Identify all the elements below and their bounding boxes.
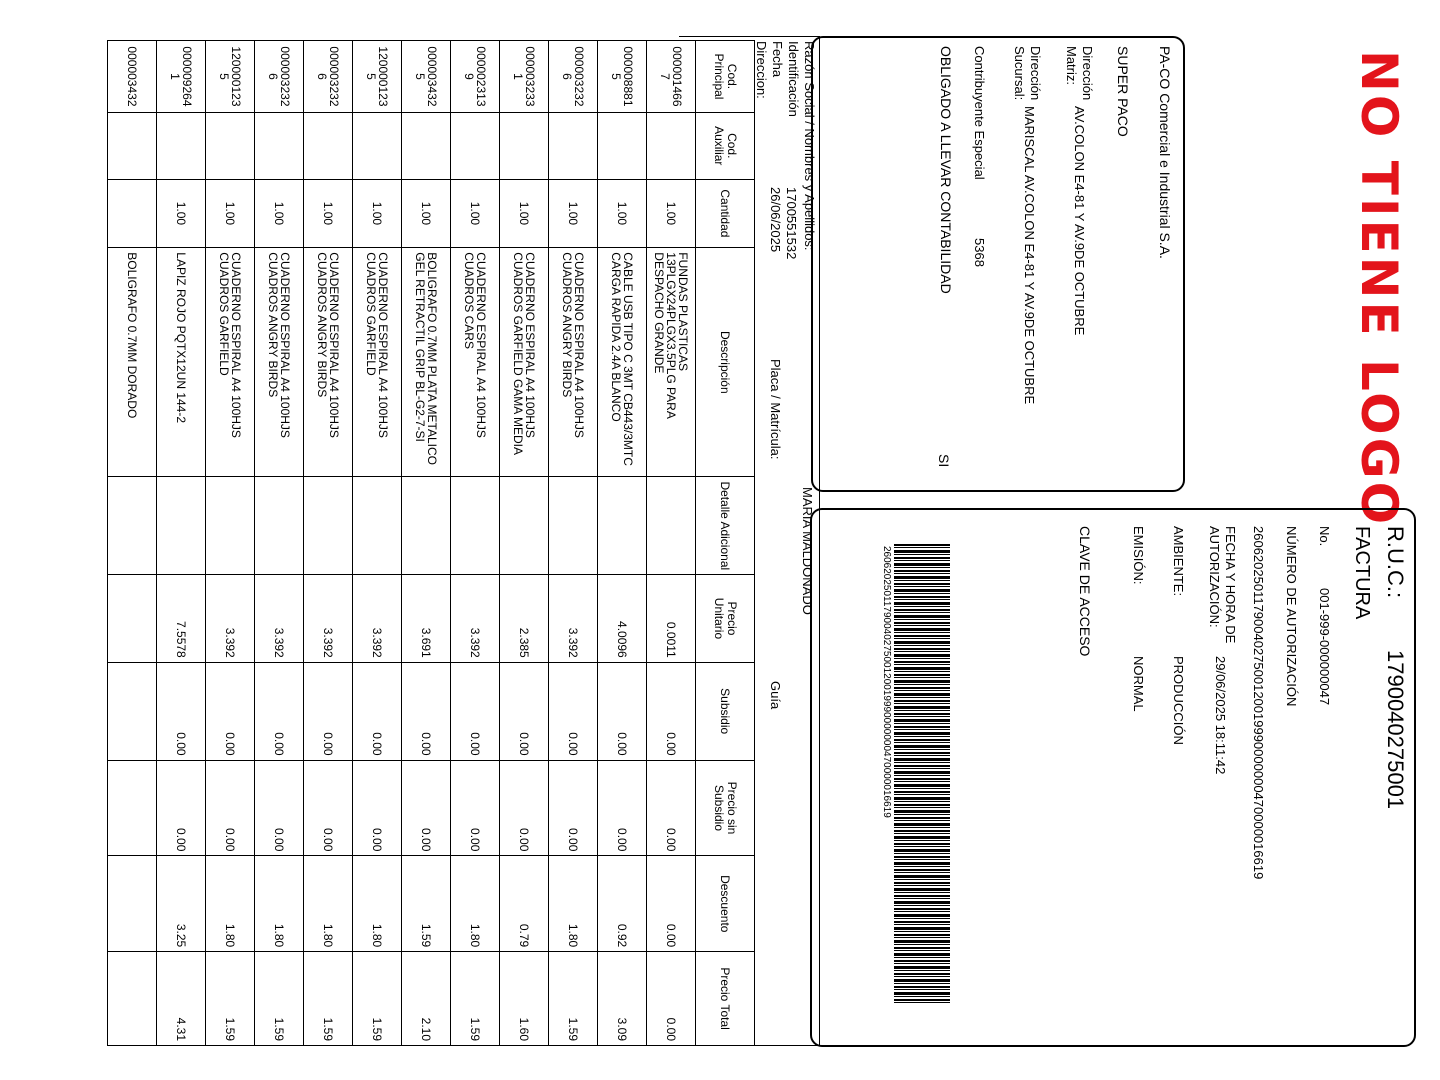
table-cell: CUADERNO ESPIRAL A4 100HJS CUADROS ANGRY BIRDS — [549, 248, 598, 477]
table-cell: 000003233 1 — [500, 41, 549, 113]
table-cell: 000003232 6 — [304, 41, 353, 113]
table-cell — [206, 477, 255, 575]
table-cell: 0.00 — [500, 760, 549, 856]
table-cell — [108, 112, 157, 179]
table-cell: 0.00 — [598, 662, 647, 760]
table-cell: 1.59 — [549, 952, 598, 1046]
clave-label: CLAVE DE ACCESO — [1077, 526, 1093, 657]
table-row — [500, 41, 549, 1046]
table-cell: 1.80 — [255, 856, 304, 952]
fecha-value: 26/06/2025 — [768, 187, 783, 253]
column-header: Precio Total — [696, 952, 755, 1046]
id-value: 1700551532 — [784, 187, 799, 260]
table-cell: 1.59 — [304, 952, 353, 1046]
sucursal-value: MARISCAL AV.COLON E4-81 Y AV.9DE OCTUBRE — [1022, 106, 1037, 405]
ambiente-value: PRODUCCIÓN — [1171, 656, 1186, 745]
column-header: Descuento — [696, 856, 755, 952]
table-cell — [451, 477, 500, 575]
table-row — [647, 41, 696, 1046]
direccion-label: Direccion: — [754, 41, 769, 99]
table-cell: 120000123 5 — [206, 41, 255, 113]
table-cell — [353, 477, 402, 575]
table-cell: 000003432 5 — [402, 41, 451, 113]
table-cell: 1.59 — [402, 856, 451, 952]
table-cell: 3.392 — [451, 575, 500, 662]
table-cell: 0.00 — [402, 760, 451, 856]
table-cell: 1.00 — [451, 179, 500, 248]
table-cell — [304, 112, 353, 179]
table-cell: LAPIZ ROJO PQTX12UN 144-2 — [157, 248, 206, 477]
table-body — [108, 41, 696, 1046]
table-row — [451, 41, 500, 1046]
table-cell: 0.00 — [353, 662, 402, 760]
razon-value: MARIA MALDONADO — [800, 487, 815, 615]
table-row — [402, 41, 451, 1046]
especial-label: Contribuyente Especial — [972, 46, 987, 180]
table-cell: 1.00 — [255, 179, 304, 248]
table-cell — [598, 112, 647, 179]
table-cell: 3.09 — [598, 952, 647, 1046]
table-row — [549, 41, 598, 1046]
table-cell: 2.385 — [500, 575, 549, 662]
table-cell: 4.31 — [157, 952, 206, 1046]
placa-label: Placa / Matrícula: — [768, 359, 783, 460]
table-cell: 0.00 — [206, 662, 255, 760]
matriz-value: AV.COLON E4-81 Y AV.9DE OCTUBRE — [1072, 106, 1087, 336]
table-cell: 0.92 — [598, 856, 647, 952]
invoice-no-label: No. — [1317, 526, 1332, 547]
table-cell: CUADERNO ESPIRAL A4 100HJS CUADROS ANGRY BIRDS — [255, 248, 304, 477]
issuer-box — [811, 36, 1185, 492]
table-cell: 0.00 — [647, 856, 696, 952]
table-cell: 0.00 — [549, 662, 598, 760]
ruc-value: 1790040275001 — [1383, 650, 1408, 810]
column-header: Subsidio — [696, 662, 755, 760]
table-cell: 1.59 — [353, 952, 402, 1046]
table-cell: 000002313 9 — [451, 41, 500, 113]
table-cell — [304, 477, 353, 575]
table-cell: 1.80 — [353, 856, 402, 952]
id-label: Identificación — [786, 41, 801, 117]
table-cell: 0.00 — [255, 662, 304, 760]
table-cell: 1.80 — [549, 856, 598, 952]
invoice-no-value: 001-999-000000047 — [1317, 588, 1332, 706]
table-cell — [108, 662, 157, 760]
column-header: Descripción — [696, 248, 755, 477]
table-cell: 1.00 — [402, 179, 451, 248]
table-cell — [647, 112, 696, 179]
table-cell: 0.00 — [255, 760, 304, 856]
table-cell: 0.00 — [598, 760, 647, 856]
table-cell: 0.00 — [647, 952, 696, 1046]
table-cell: 000001466 7 — [647, 41, 696, 113]
table-cell: 0.00 — [304, 662, 353, 760]
table-cell: 0.00 — [402, 662, 451, 760]
table-cell: CUADERNO ESPIRAL A4 100HJS CUADROS GARFIELD — [353, 248, 402, 477]
items-table — [107, 40, 755, 1046]
table-cell: 0.00 — [304, 760, 353, 856]
table-cell — [108, 856, 157, 952]
table-cell — [108, 575, 157, 662]
table-cell: 1.80 — [451, 856, 500, 952]
matriz-label: Dirección Matriz: — [1064, 46, 1095, 101]
table-cell: CUADERNO ESPIRAL A4 100HJS CUADROS CARS — [451, 248, 500, 477]
emision-label: EMISIÓN: — [1131, 526, 1146, 585]
table-cell: 0.00 — [157, 760, 206, 856]
invoice-title: FACTURA — [1351, 526, 1373, 620]
table-cell: CUADERNO ESPIRAL A4 100HJS CUADROS GARFIELD GAMA MEDIA — [500, 248, 549, 477]
table-cell — [549, 112, 598, 179]
table-cell: 3.392 — [353, 575, 402, 662]
table-cell: 1.59 — [255, 952, 304, 1046]
table-cell — [402, 112, 451, 179]
especial-value: 5368 — [972, 238, 987, 267]
column-header: Cod. Auxiliar — [696, 112, 755, 179]
table-cell — [108, 952, 157, 1046]
table-cell: 120000123 5 — [353, 41, 402, 113]
table-cell: 7.5578 — [157, 575, 206, 662]
table-row — [304, 41, 353, 1046]
table-cell: 1.00 — [500, 179, 549, 248]
access-key-barcode — [894, 544, 950, 1004]
table-cell: 000008881 5 — [598, 41, 647, 113]
razon-label: Razón Social / Nombres y Apellidos: — [802, 41, 817, 251]
table-row — [206, 41, 255, 1046]
table-cell — [500, 112, 549, 179]
table-cell: 000003432 — [108, 41, 157, 113]
table-cell: FUNDAS PLASTICAS 13PLGX24PLGX3.5PLG PARA DESPACHO GRANDE — [647, 248, 696, 477]
table-cell: 0.0011 — [647, 575, 696, 662]
table-cell: 1.00 — [304, 179, 353, 248]
table-row — [598, 41, 647, 1046]
table-cell — [157, 112, 206, 179]
fecha-auth-label: FECHA Y HORA DE AUTORIZACIÓN: — [1207, 526, 1238, 644]
auth-label: NÚMERO DE AUTORIZACIÓN — [1284, 526, 1299, 707]
table-cell: 000009264 1 — [157, 41, 206, 113]
ambiente-label: AMBIENTE: — [1171, 526, 1186, 597]
table-row — [353, 41, 402, 1046]
issuer-company: PA-CO Comercial e Industrial S.A. — [1157, 46, 1173, 259]
table-cell: 3.25 — [157, 856, 206, 952]
table-cell: 000003232 6 — [255, 41, 304, 113]
table-cell: 1.00 — [647, 179, 696, 248]
table-cell — [549, 477, 598, 575]
table-cell — [108, 477, 157, 575]
table-cell: CUADERNO ESPIRAL A4 100HJS CUADROS GARFIELD — [206, 248, 255, 477]
table-cell: CABLE USB TIPO C 3MT CB443/3MTC CARGA RAPIDA 2.4A BLANCO — [598, 248, 647, 477]
auth-value: 2606202501179004027500120019990000000470000016619 — [1251, 526, 1266, 880]
table-cell: 0.79 — [500, 856, 549, 952]
table-cell — [255, 477, 304, 575]
table-cell: BOLIGRAFO 0.7MM DORADO — [108, 248, 157, 477]
emision-value: NORMAL — [1131, 656, 1146, 712]
table-cell — [108, 179, 157, 248]
table-cell: 000003232 6 — [549, 41, 598, 113]
table-cell: CUADERNO ESPIRAL A4 100HJS CUADROS ANGRY BIRDS — [304, 248, 353, 477]
issuer-trade-name: SUPER PACO — [1115, 46, 1131, 137]
table-cell: 1.00 — [549, 179, 598, 248]
fecha-auth-value: 29/06/2025 18:11:42 — [1213, 656, 1228, 775]
table-cell: 0.00 — [157, 662, 206, 760]
column-header: Detalle Adicional — [696, 477, 755, 575]
table-cell: 1.80 — [304, 856, 353, 952]
column-header: Precio sin Subsidio — [696, 760, 755, 856]
ruc-label: R.U.C.: — [1383, 526, 1408, 599]
table-cell — [206, 112, 255, 179]
table-cell: 1.80 — [206, 856, 255, 952]
table-cell — [500, 477, 549, 575]
contabilidad-label: OBLIGADO A LLEVAR CONTABILIDAD — [938, 46, 954, 294]
table-cell: 0.00 — [206, 760, 255, 856]
table-cell: 1.00 — [353, 179, 402, 248]
table-cell: 0.00 — [353, 760, 402, 856]
table-cell: 1.59 — [206, 952, 255, 1046]
table-cell: 2.10 — [402, 952, 451, 1046]
table-cell — [353, 112, 402, 179]
table-cell: 0.00 — [500, 662, 549, 760]
guia-label: Guía — [768, 681, 783, 710]
table-row — [255, 41, 304, 1046]
table-cell: 0.00 — [647, 662, 696, 760]
table-cell: 3.392 — [549, 575, 598, 662]
table-cell: 1.00 — [206, 179, 255, 248]
table-cell: 3.691 — [402, 575, 451, 662]
fecha-label: Fecha — [770, 41, 785, 78]
table-cell: 3.392 — [255, 575, 304, 662]
table-cell — [647, 477, 696, 575]
table-cell: 1.60 — [500, 952, 549, 1046]
table-cell: 1.59 — [451, 952, 500, 1046]
table-cell: 0.00 — [451, 662, 500, 760]
table-cell: 0.00 — [451, 760, 500, 856]
column-header: Cantidad — [696, 179, 755, 248]
table-row — [157, 41, 206, 1046]
table-cell: 0.00 — [647, 760, 696, 856]
table-cell — [451, 112, 500, 179]
table-cell — [598, 477, 647, 575]
contabilidad-value: SI — [936, 454, 952, 468]
logo-placeholder: NO TIENE LOGO — [1350, 50, 1408, 528]
column-header: Cod. Principal — [696, 41, 755, 113]
table-cell: 1.00 — [157, 179, 206, 248]
table-cell — [108, 760, 157, 856]
table-header-row — [696, 41, 755, 1046]
table-cell — [255, 112, 304, 179]
table-cell: 3.392 — [206, 575, 255, 662]
table-cell — [402, 477, 451, 575]
table-cell: 0.00 — [549, 760, 598, 856]
table-cell: 4.0096 — [598, 575, 647, 662]
table-cell: 3.392 — [304, 575, 353, 662]
table-row — [108, 41, 157, 1046]
column-header: Precio Unitario — [696, 575, 755, 662]
table-cell — [157, 477, 206, 575]
table-cell: 1.00 — [598, 179, 647, 248]
access-key-number: 2606202501179004027500120019990000000470000016619 — [881, 546, 892, 818]
table-cell: BOLIGRAFO 0.7MM PLATA METALICO GEL RETRACTIL GRIP BL-G2-7-SI — [402, 248, 451, 477]
sucursal-label: Dirección Sucursal: — [1012, 46, 1043, 101]
